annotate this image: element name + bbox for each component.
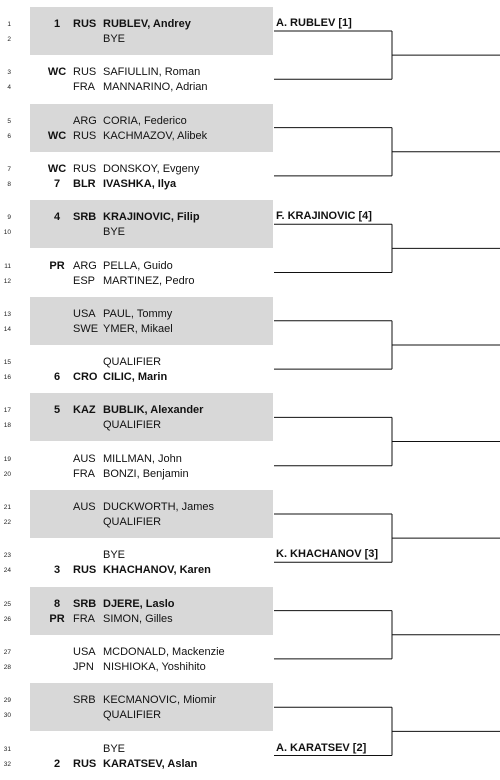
seed-label: 5	[53, 404, 61, 417]
country-code: SRB	[73, 211, 97, 224]
draw-position: 24	[3, 567, 11, 575]
player-row	[0, 708, 273, 723]
draw-position: 4	[7, 84, 11, 92]
draw-position: 19	[3, 455, 11, 463]
country-code: FRA	[73, 467, 95, 480]
draw-position: 21	[3, 504, 11, 511]
draw-position: 20	[3, 470, 11, 478]
player-row	[0, 162, 273, 177]
country-code: ARG	[73, 114, 97, 127]
player-row	[0, 742, 273, 757]
draw-position: 15	[3, 359, 11, 367]
draw-position: 30	[3, 712, 11, 720]
country-code: USA	[73, 645, 96, 658]
player-name: MANNARINO, Adrian	[103, 81, 208, 94]
draw-position: 14	[3, 325, 11, 333]
seed-label: WC	[47, 162, 67, 175]
player-row	[0, 32, 273, 47]
player-name: QUALIFIER	[103, 419, 162, 432]
player-name: KECMANOVIC, Miomir	[103, 694, 217, 707]
country-code: RUS	[73, 162, 97, 175]
player-row	[0, 129, 273, 144]
country-code: SRB	[73, 597, 97, 610]
seed-label: 7	[53, 177, 61, 190]
draw-position: 27	[3, 648, 11, 656]
player-name: BONZI, Benjamin	[103, 467, 189, 480]
player-name: DJERE, Laslo	[103, 597, 175, 610]
draw-position: 8	[7, 180, 11, 188]
player-row	[0, 500, 273, 515]
draw-position: 31	[3, 745, 11, 753]
draw-position: 9	[7, 214, 11, 222]
player-name: DONSKOY, Evgeny	[103, 162, 200, 175]
seed-label: 2	[53, 757, 61, 770]
player-row	[0, 693, 273, 708]
player-name: IVASHKA, Ilya	[103, 177, 177, 190]
player-name: SIMON, Gilles	[103, 612, 173, 625]
draw-position: 5	[7, 117, 11, 125]
player-row	[0, 757, 273, 772]
player-name: BYE	[103, 549, 126, 562]
player-row	[0, 225, 273, 240]
country-code: ESP	[73, 274, 96, 287]
draw-position: 10	[3, 229, 11, 237]
player-row	[0, 612, 273, 627]
player-row	[0, 274, 273, 289]
player-row	[0, 355, 273, 370]
player-name: PAUL, Tommy	[103, 307, 173, 320]
player-row	[0, 17, 273, 32]
draw-position: 25	[3, 600, 11, 608]
country-code: SWE	[73, 322, 99, 335]
seed-label: 3	[53, 564, 61, 577]
country-code: BLR	[73, 177, 96, 190]
player-row	[0, 370, 273, 385]
player-row	[0, 452, 273, 467]
draw-position: 6	[7, 132, 11, 140]
player-row	[0, 597, 273, 612]
player-name: BUBLIK, Alexander	[103, 404, 204, 417]
player-row	[0, 418, 273, 433]
draw-position: 12	[3, 277, 11, 285]
player-row	[0, 177, 273, 192]
seed-label: PR	[49, 259, 65, 272]
draw-position: 26	[3, 615, 11, 623]
player-row	[0, 660, 273, 675]
player-name: PELLA, Guido	[103, 259, 173, 272]
player-name: QUALIFIER	[103, 516, 162, 528]
draw-position: 28	[3, 663, 11, 671]
draw-position: 2	[7, 36, 11, 43]
draw-position: 11	[4, 262, 11, 270]
seed-label: PR	[49, 612, 65, 625]
country-code: FRA	[73, 81, 95, 94]
player-row	[0, 563, 273, 578]
draw-position: 7	[7, 165, 11, 173]
player-name: QUALIFIER	[103, 356, 162, 369]
player-name: KRAJINOVIC, Filip	[103, 211, 200, 224]
player-name: DUCKWORTH, James	[103, 501, 215, 513]
player-name: YMER, Mikael	[103, 322, 173, 335]
player-name: MILLMAN, John	[103, 452, 182, 465]
second-round-winner: A. KARATSEV [2]	[276, 741, 367, 754]
country-code: RUS	[73, 757, 97, 770]
player-name: SAFIULLIN, Roman	[103, 66, 201, 79]
player-name: CILIC, Marin	[103, 371, 168, 384]
draw-position: 16	[3, 374, 11, 382]
player-name: QUALIFIER	[103, 709, 162, 722]
player-name: BYE	[103, 226, 126, 239]
country-code: RUS	[73, 129, 97, 142]
player-row	[0, 548, 273, 563]
player-name: BYE	[103, 33, 126, 45]
player-row	[0, 65, 273, 80]
player-row	[0, 322, 273, 337]
player-row	[0, 80, 273, 95]
draw-position: 1	[7, 21, 11, 28]
country-code: SRB	[73, 694, 96, 707]
draw-position: 3	[7, 69, 11, 77]
country-code: RUS	[73, 564, 97, 577]
player-row	[0, 515, 273, 530]
country-code: AUS	[73, 501, 96, 513]
second-round-winner: A. RUBLEV [1]	[276, 17, 352, 29]
country-code: RUS	[73, 18, 97, 30]
seed-label: 1	[53, 18, 61, 30]
draw-position: 29	[3, 697, 11, 705]
player-name: CORIA, Federico	[103, 114, 187, 127]
draw-position: 23	[3, 552, 11, 560]
seed-label: 8	[53, 597, 61, 610]
country-code: CRO	[73, 371, 98, 384]
player-name: BYE	[103, 742, 126, 755]
country-code: USA	[73, 307, 96, 320]
player-name: RUBLEV, Andrey	[103, 18, 191, 30]
player-row	[0, 467, 273, 482]
second-round-winner: F. KRAJINOVIC [4]	[276, 210, 372, 223]
player-name: KARATSEV, Aslan	[103, 757, 198, 770]
country-code: JPN	[73, 660, 94, 673]
player-row	[0, 259, 273, 274]
draw-position: 32	[3, 760, 11, 768]
player-name: KHACHANOV, Karen	[103, 564, 211, 577]
country-code: AUS	[73, 452, 96, 465]
country-code: RUS	[73, 66, 97, 79]
draw-position: 22	[3, 519, 11, 526]
second-round-winner: K. KHACHANOV [3]	[276, 548, 379, 561]
draw-position: 13	[3, 310, 11, 318]
seed-label: WC	[47, 66, 67, 79]
seed-label: 6	[53, 371, 61, 384]
draw-position: 18	[3, 422, 11, 430]
player-name: MARTINEZ, Pedro	[103, 274, 195, 287]
player-name: NISHIOKA, Yoshihito	[103, 660, 206, 673]
player-name: KACHMAZOV, Alibek	[103, 129, 208, 142]
player-name: MCDONALD, Mackenzie	[103, 645, 225, 658]
country-code: FRA	[73, 612, 95, 625]
player-row	[0, 645, 273, 660]
country-code: ARG	[73, 259, 97, 272]
draw-position: 17	[3, 407, 11, 415]
seed-label: 4	[53, 211, 61, 224]
player-row	[0, 114, 273, 129]
seed-label: WC	[47, 129, 67, 142]
player-row	[0, 307, 273, 322]
player-row	[0, 403, 273, 418]
country-code: KAZ	[73, 404, 96, 417]
player-row	[0, 210, 273, 225]
